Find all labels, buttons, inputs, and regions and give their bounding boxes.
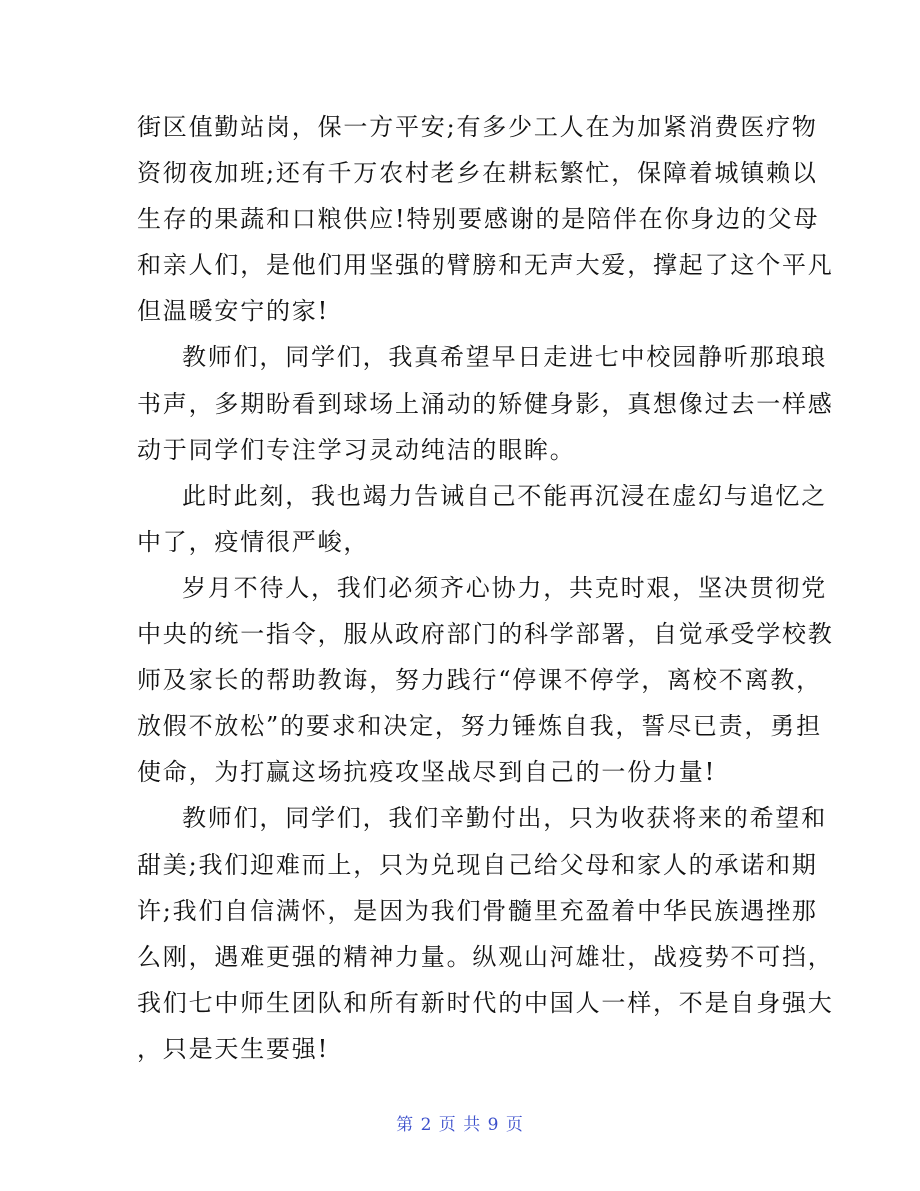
text-line: 生存的果蔬和口粮供应!特别要感谢的是陪伴在你身边的父母: [137, 205, 820, 234]
text-line: ，只是天生要强!: [137, 1034, 330, 1063]
text-line: 中了，疫情很严峻，: [137, 527, 370, 556]
text-line: 街区值勤站岗，保一方平安;有多少工人在为加紧消费医疗物: [137, 113, 818, 141]
text-line: 许;我们自信满怀，是因为我们骨髓里充盈着中华民族遇挫那: [137, 896, 818, 925]
document-body: [137, 104, 834, 1072]
text-line: 动于同学们专注学习灵动纯洁的眼眸。: [137, 435, 576, 464]
text-line: 但温暖安宁的家!: [137, 297, 330, 326]
paragraph-first-line: 岁月不待人，我们必须齐心协力，共克时艰，坚决贯彻党: [182, 573, 827, 602]
text-line: 么刚，遇难更强的精神力量。纵观山河雄壮，战疫势不可挡，: [137, 942, 834, 971]
text-line: 放假不放松”的要求和决定，努力锤炼自我，誓尽已责，勇担: [137, 712, 822, 741]
text-line: 中央的统一指令，服从政府部门的科学部署，自觉承受学校教: [137, 620, 834, 649]
paragraph-first-line: 教师们，同学们，我真希望早日走进七中校园静听那琅琅: [182, 343, 827, 372]
text-line: 我们七中师生团队和所有新时代的中国人一样，不是自身强大: [137, 988, 834, 1017]
text-line: 使命，为打赢这场抗疫攻坚战尽到自己的一份力量!: [137, 758, 717, 787]
paragraph-first-line: 教师们，同学们，我们辛勤付出，只为收获将来的希望和: [182, 804, 827, 833]
text-line: 师及家长的帮助教诲，努力践行“停课不停学，离校不离教，: [137, 666, 822, 695]
text-line: 和亲人们，是他们用坚强的臂膀和无声大爱，撑起了这个平凡: [137, 251, 834, 280]
paragraph-first-line: 此时此刻，我也竭力告诫自己不能再沉浸在虚幻与追忆之: [182, 481, 827, 510]
text-line: 甜美;我们迎难而上，只为兑现自己给父母和家人的承诺和期: [137, 850, 818, 879]
text-line: 资彻夜加班;还有千万农村老乡在耕耘繁忙，保障着城镇赖以: [137, 159, 818, 188]
page-number-footer: 第 2 页 共 9 页: [396, 1115, 524, 1135]
text-line: 书声，多期盼看到球场上涌动的矫健身影，真想像过去一样感: [137, 389, 834, 418]
